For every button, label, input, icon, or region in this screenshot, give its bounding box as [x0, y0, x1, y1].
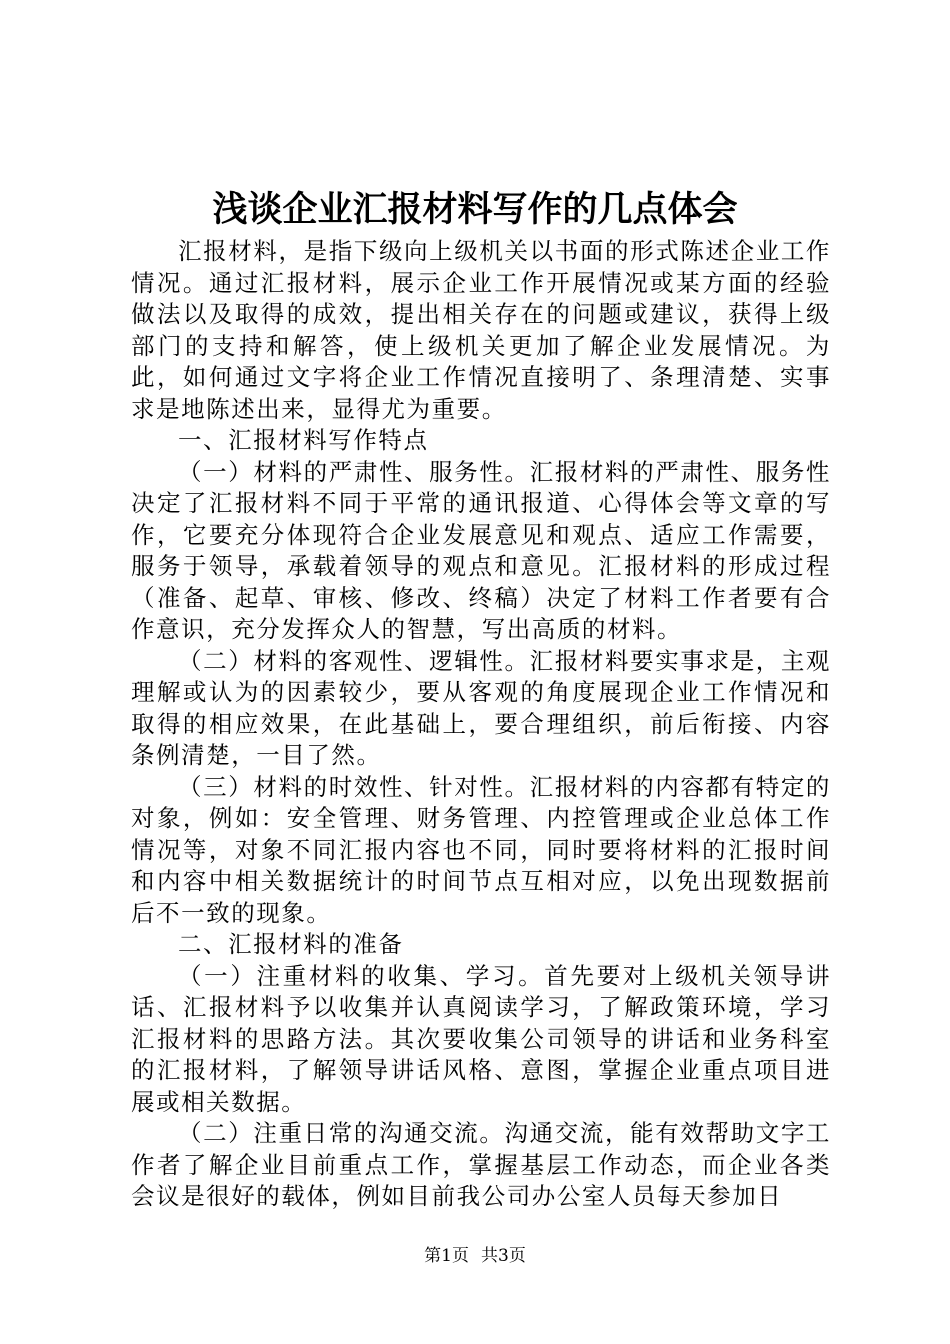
paragraph-1-3: （三）材料的时效性、针对性。汇报材料的内容都有特定的对象，例如：安全管理、财务管理、内控管理或企业总体工作情况等，对象不同汇报内容也不同，同时要将材料的汇报时间和内容中相关数据统计的时间节点互相对应，以免出现数据前后不一致的现象。 [131, 772, 831, 927]
paragraph-intro: 汇报材料，是指下级向上级机关以书面的形式陈述企业工作情况。通过汇报材料，展示企业工作开展情况或某方面的经验做法以及取得的成效，提出相关存在的问题或建议，获得上级部门的支持和解答，使上级机关更加了解企业发展情况。为此，如何通过文字将企业工作情况直接明了、条理清楚、实事求是地陈述出来，显得尤为重要。 [131, 237, 831, 423]
paragraph-2-1: （一）注重材料的收集、学习。首先要对上级机关领导讲话、汇报材料予以收集并认真阅读学习，了解政策环境，学习汇报材料的思路方法。其次要收集公司领导的讲话和业务科室的汇报材料，了解领导讲话风格、意图，掌握企业重点项目进展或相关数据。 [131, 961, 831, 1116]
page-number: 第1页 [424, 1246, 469, 1266]
page-total: 共3页 [481, 1246, 526, 1266]
page-footer [0, 1244, 950, 1268]
paragraph-2-2: （二）注重日常的沟通交流。沟通交流，能有效帮助文字工作者了解企业目前重点工作，掌握基层工作动态，而企业各类会议是很好的载体，例如目前我公司办公室人员每天参加日 [131, 1119, 831, 1210]
paragraph-1-1: （一）材料的严肃性、服务性。汇报材料的严肃性、服务性决定了汇报材料不同于平常的通讯报道、心得体会等文章的写作，它要充分体现符合企业发展意见和观点、适应工作需要，服务于领导，承载着领导的观点和意见。汇报材料的形成过程（准备、起草、审核、修改、终稿）决定了材料工作者要有合作意识，充分发挥众人的智慧，写出高质的材料。 [131, 457, 831, 643]
section-heading-2: 二、汇报材料的准备 [178, 930, 404, 958]
document-title: 浅谈企业汇报材料写作的几点体会 [212, 189, 738, 230]
section-heading-1: 一、汇报材料写作特点 [178, 426, 429, 454]
document-body [131, 236, 831, 1213]
paragraph-1-2: （二）材料的客观性、逻辑性。汇报材料要实事求是，主观理解或认为的因素较少，要从客观的角度展现企业工作情况和取得的相应效果，在此基础上，要合理组织，前后衔接、内容条例清楚，一目了然。 [131, 646, 831, 769]
